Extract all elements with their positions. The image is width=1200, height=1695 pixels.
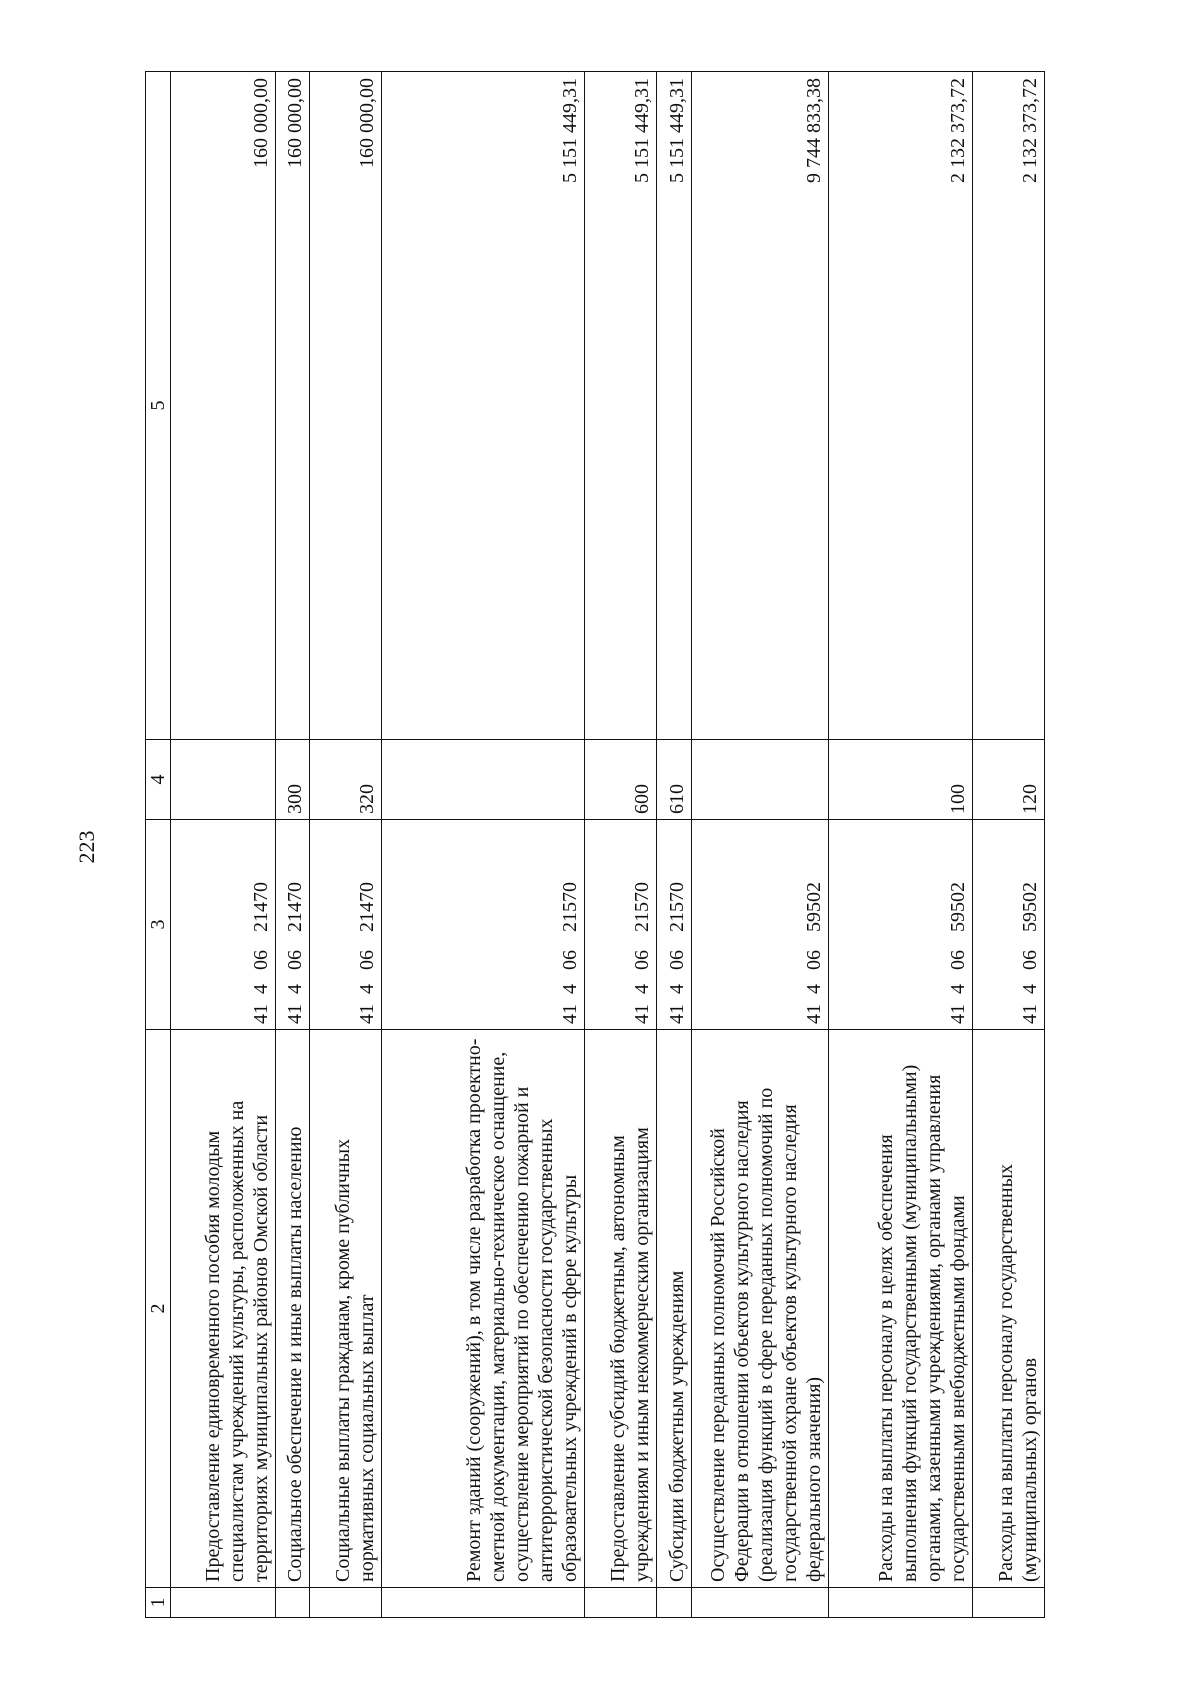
row-amount: 5 151 449,31 <box>657 72 692 740</box>
row-description: Субсидии бюджетным учреждениям <box>657 1030 692 1588</box>
header-col-4: 4 <box>146 740 171 820</box>
row-description: Предоставление субсидий бюджетным, автономным учреждениям и иным некоммерческим организациям <box>585 1030 657 1588</box>
row-code: 4140621570 <box>382 820 585 1030</box>
row-index-cell <box>310 1588 382 1618</box>
row-code: 4140659502 <box>691 820 828 1030</box>
row-amount: 5 151 449,31 <box>382 72 585 740</box>
row-index-cell <box>657 1588 692 1618</box>
table-row <box>829 72 973 1618</box>
header-col-2: 2 <box>146 1030 171 1588</box>
row-description: Предоставление единовременного пособия молодым специалистам учреждений культуры, расположенных на территориях муниципальных районов Омской области <box>171 1030 276 1588</box>
row-description: Социальные выплаты гражданам, кроме публичных нормативных социальных выплат <box>310 1030 382 1588</box>
row-code: 4140621470 <box>310 820 382 1030</box>
row-description: Расходы на выплаты персоналу государственных (муниципальных) органов <box>973 1030 1045 1588</box>
row-code: 4140621570 <box>657 820 692 1030</box>
row-vr <box>691 740 828 820</box>
row-code: 4140659502 <box>829 820 973 1030</box>
rotated-table-container <box>145 72 1045 1618</box>
row-index-cell <box>691 1588 828 1618</box>
row-code: 4140621470 <box>275 820 310 1030</box>
row-vr: 120 <box>973 740 1045 820</box>
header-col-1: 1 <box>146 1588 171 1618</box>
row-vr: 300 <box>275 740 310 820</box>
table-row <box>171 72 276 1618</box>
row-index-cell <box>973 1588 1045 1618</box>
table-row <box>585 72 657 1618</box>
table-row <box>275 72 310 1618</box>
row-amount: 5 151 449,31 <box>585 72 657 740</box>
row-description: Социальное обеспечение и иные выплаты населению <box>275 1030 310 1588</box>
table-row <box>691 72 828 1618</box>
row-vr <box>171 740 276 820</box>
table-row <box>657 72 692 1618</box>
row-index-cell <box>585 1588 657 1618</box>
row-code: 4140621470 <box>171 820 276 1030</box>
table-row <box>310 72 382 1618</box>
row-description: Расходы на выплаты персоналу в целях обеспечения выполнения функций государственными (муниципальными) органами, казенными учреждениями, органами управления государственными внебюджетными фондами <box>829 1030 973 1588</box>
row-amount: 2 132 373,72 <box>829 72 973 740</box>
row-vr: 320 <box>310 740 382 820</box>
row-vr: 610 <box>657 740 692 820</box>
row-vr: 600 <box>585 740 657 820</box>
budget-table <box>145 71 1045 1618</box>
row-code: 4140621570 <box>585 820 657 1030</box>
header-col-5: 5 <box>146 72 171 740</box>
table-row <box>382 72 585 1618</box>
row-description: Ремонт зданий (сооружений), в том числе разработка проектно-сметной документации, материально-техническое оснащение, осуществление мероприятий по обеспечению пожарной и антитеррористической безопасности государственных образовательных учреждений в сфере культуры <box>382 1030 585 1588</box>
row-vr <box>382 740 585 820</box>
row-amount: 160 000,00 <box>275 72 310 740</box>
row-amount: 2 132 373,72 <box>973 72 1045 740</box>
table-row <box>973 72 1045 1618</box>
header-row <box>146 72 171 1618</box>
row-index-cell <box>829 1588 973 1618</box>
row-amount: 9 744 833,38 <box>691 72 828 740</box>
row-amount: 160 000,00 <box>310 72 382 740</box>
row-vr: 100 <box>829 740 973 820</box>
row-amount: 160 000,00 <box>171 72 276 740</box>
row-index-cell <box>171 1588 276 1618</box>
row-code: 4140659502 <box>973 820 1045 1030</box>
row-index-cell <box>382 1588 585 1618</box>
row-description: Осуществление переданных полномочий Российской Федерации в отношении объектов культурного наследия (реализация функций в сфере переданных полномочий по государственной охране объектов культурного наследия федерального значения) <box>691 1030 828 1588</box>
header-col-3: 3 <box>146 820 171 1030</box>
row-index-cell <box>275 1588 310 1618</box>
page-number: 223 <box>74 830 99 864</box>
